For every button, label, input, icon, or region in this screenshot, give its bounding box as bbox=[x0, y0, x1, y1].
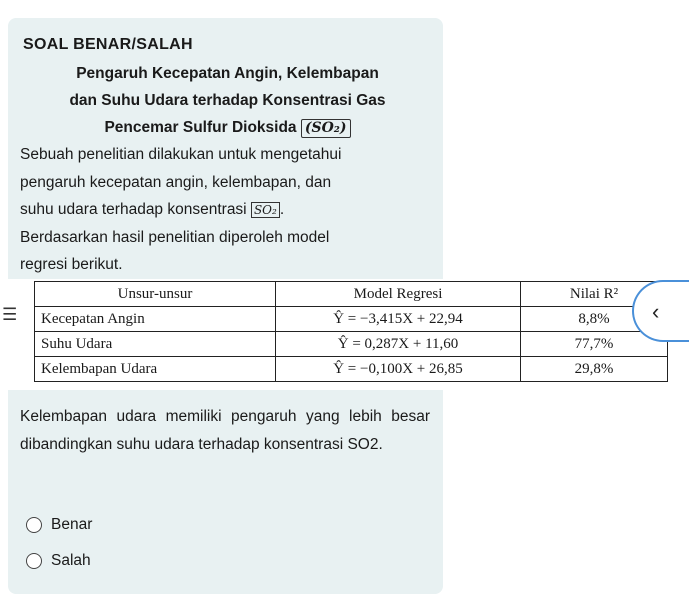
cell-model: Ŷ = −0,100X + 26,85 bbox=[276, 357, 521, 382]
option-salah[interactable] bbox=[26, 552, 91, 570]
cell-r2: 29,8% bbox=[521, 357, 668, 382]
title-line-3 bbox=[20, 114, 435, 141]
intro-line-1: Sebuah penelitian dilakukan untuk mengetahui bbox=[20, 146, 342, 163]
header-model: Model Regresi bbox=[276, 282, 521, 307]
chevron-left-icon: ‹ bbox=[652, 299, 660, 324]
title-line-2: dan Suhu Udara terhadap Konsentrasi Gas bbox=[69, 92, 386, 109]
header-r2: Nilai R² bbox=[521, 282, 668, 307]
intro-line-5: regresi berikut. bbox=[20, 256, 123, 273]
regression-table-image bbox=[0, 279, 689, 390]
question-title bbox=[20, 60, 435, 141]
cell-r2: 77,7% bbox=[521, 332, 668, 357]
option-label: Salah bbox=[51, 552, 91, 569]
radio-icon[interactable] bbox=[26, 517, 42, 533]
option-label: Benar bbox=[51, 516, 93, 533]
cell-model: Ŷ = −3,415X + 22,94 bbox=[276, 307, 521, 332]
table-row bbox=[35, 357, 668, 382]
title-line-3-text: Pencemar Sulfur Dioksida bbox=[104, 119, 297, 136]
table-row bbox=[35, 307, 668, 332]
header-unsur: Unsur-unsur bbox=[35, 282, 276, 307]
title-formula: (SO₂) bbox=[301, 119, 351, 138]
title-line-1: Pengaruh Kecepatan Angin, Kelembapan bbox=[76, 65, 379, 82]
cell-unsur: Kecepatan Angin bbox=[35, 307, 276, 332]
statement-text: Kelembapan udara memiliki pengaruh yang lebih besar dibandingkan suhu udara terhadap konsentrasi SO2. bbox=[20, 408, 430, 453]
intro-line-2: pengaruh kecepatan angin, kelembapan, dan bbox=[20, 173, 332, 191]
table-row bbox=[35, 332, 668, 357]
cell-model: Ŷ = 0,287X + 11,60 bbox=[276, 332, 521, 357]
prev-button[interactable] bbox=[632, 280, 689, 342]
intro-line-3-text: suhu udara terhadap konsentrasi bbox=[20, 201, 247, 218]
table-header-row bbox=[35, 282, 668, 307]
intro-formula: SO₂ bbox=[251, 202, 280, 218]
list-icon[interactable]: ☰ bbox=[2, 305, 18, 324]
question-type-label: SOAL BENAR/SALAH bbox=[23, 36, 193, 53]
regression-table bbox=[34, 281, 668, 382]
intro-line-4: Berdasarkan hasil penelitian diperoleh model bbox=[20, 228, 330, 246]
radio-icon[interactable] bbox=[26, 553, 42, 569]
intro-line-3: suhu udara terhadap konsentrasi SO₂ . bbox=[20, 201, 285, 218]
intro-paragraph bbox=[20, 141, 430, 279]
cell-unsur: Suhu Udara bbox=[35, 332, 276, 357]
cell-unsur: Kelembapan Udara bbox=[35, 357, 276, 382]
cell-r2: 8,8% bbox=[521, 307, 668, 332]
option-benar[interactable] bbox=[26, 516, 92, 534]
